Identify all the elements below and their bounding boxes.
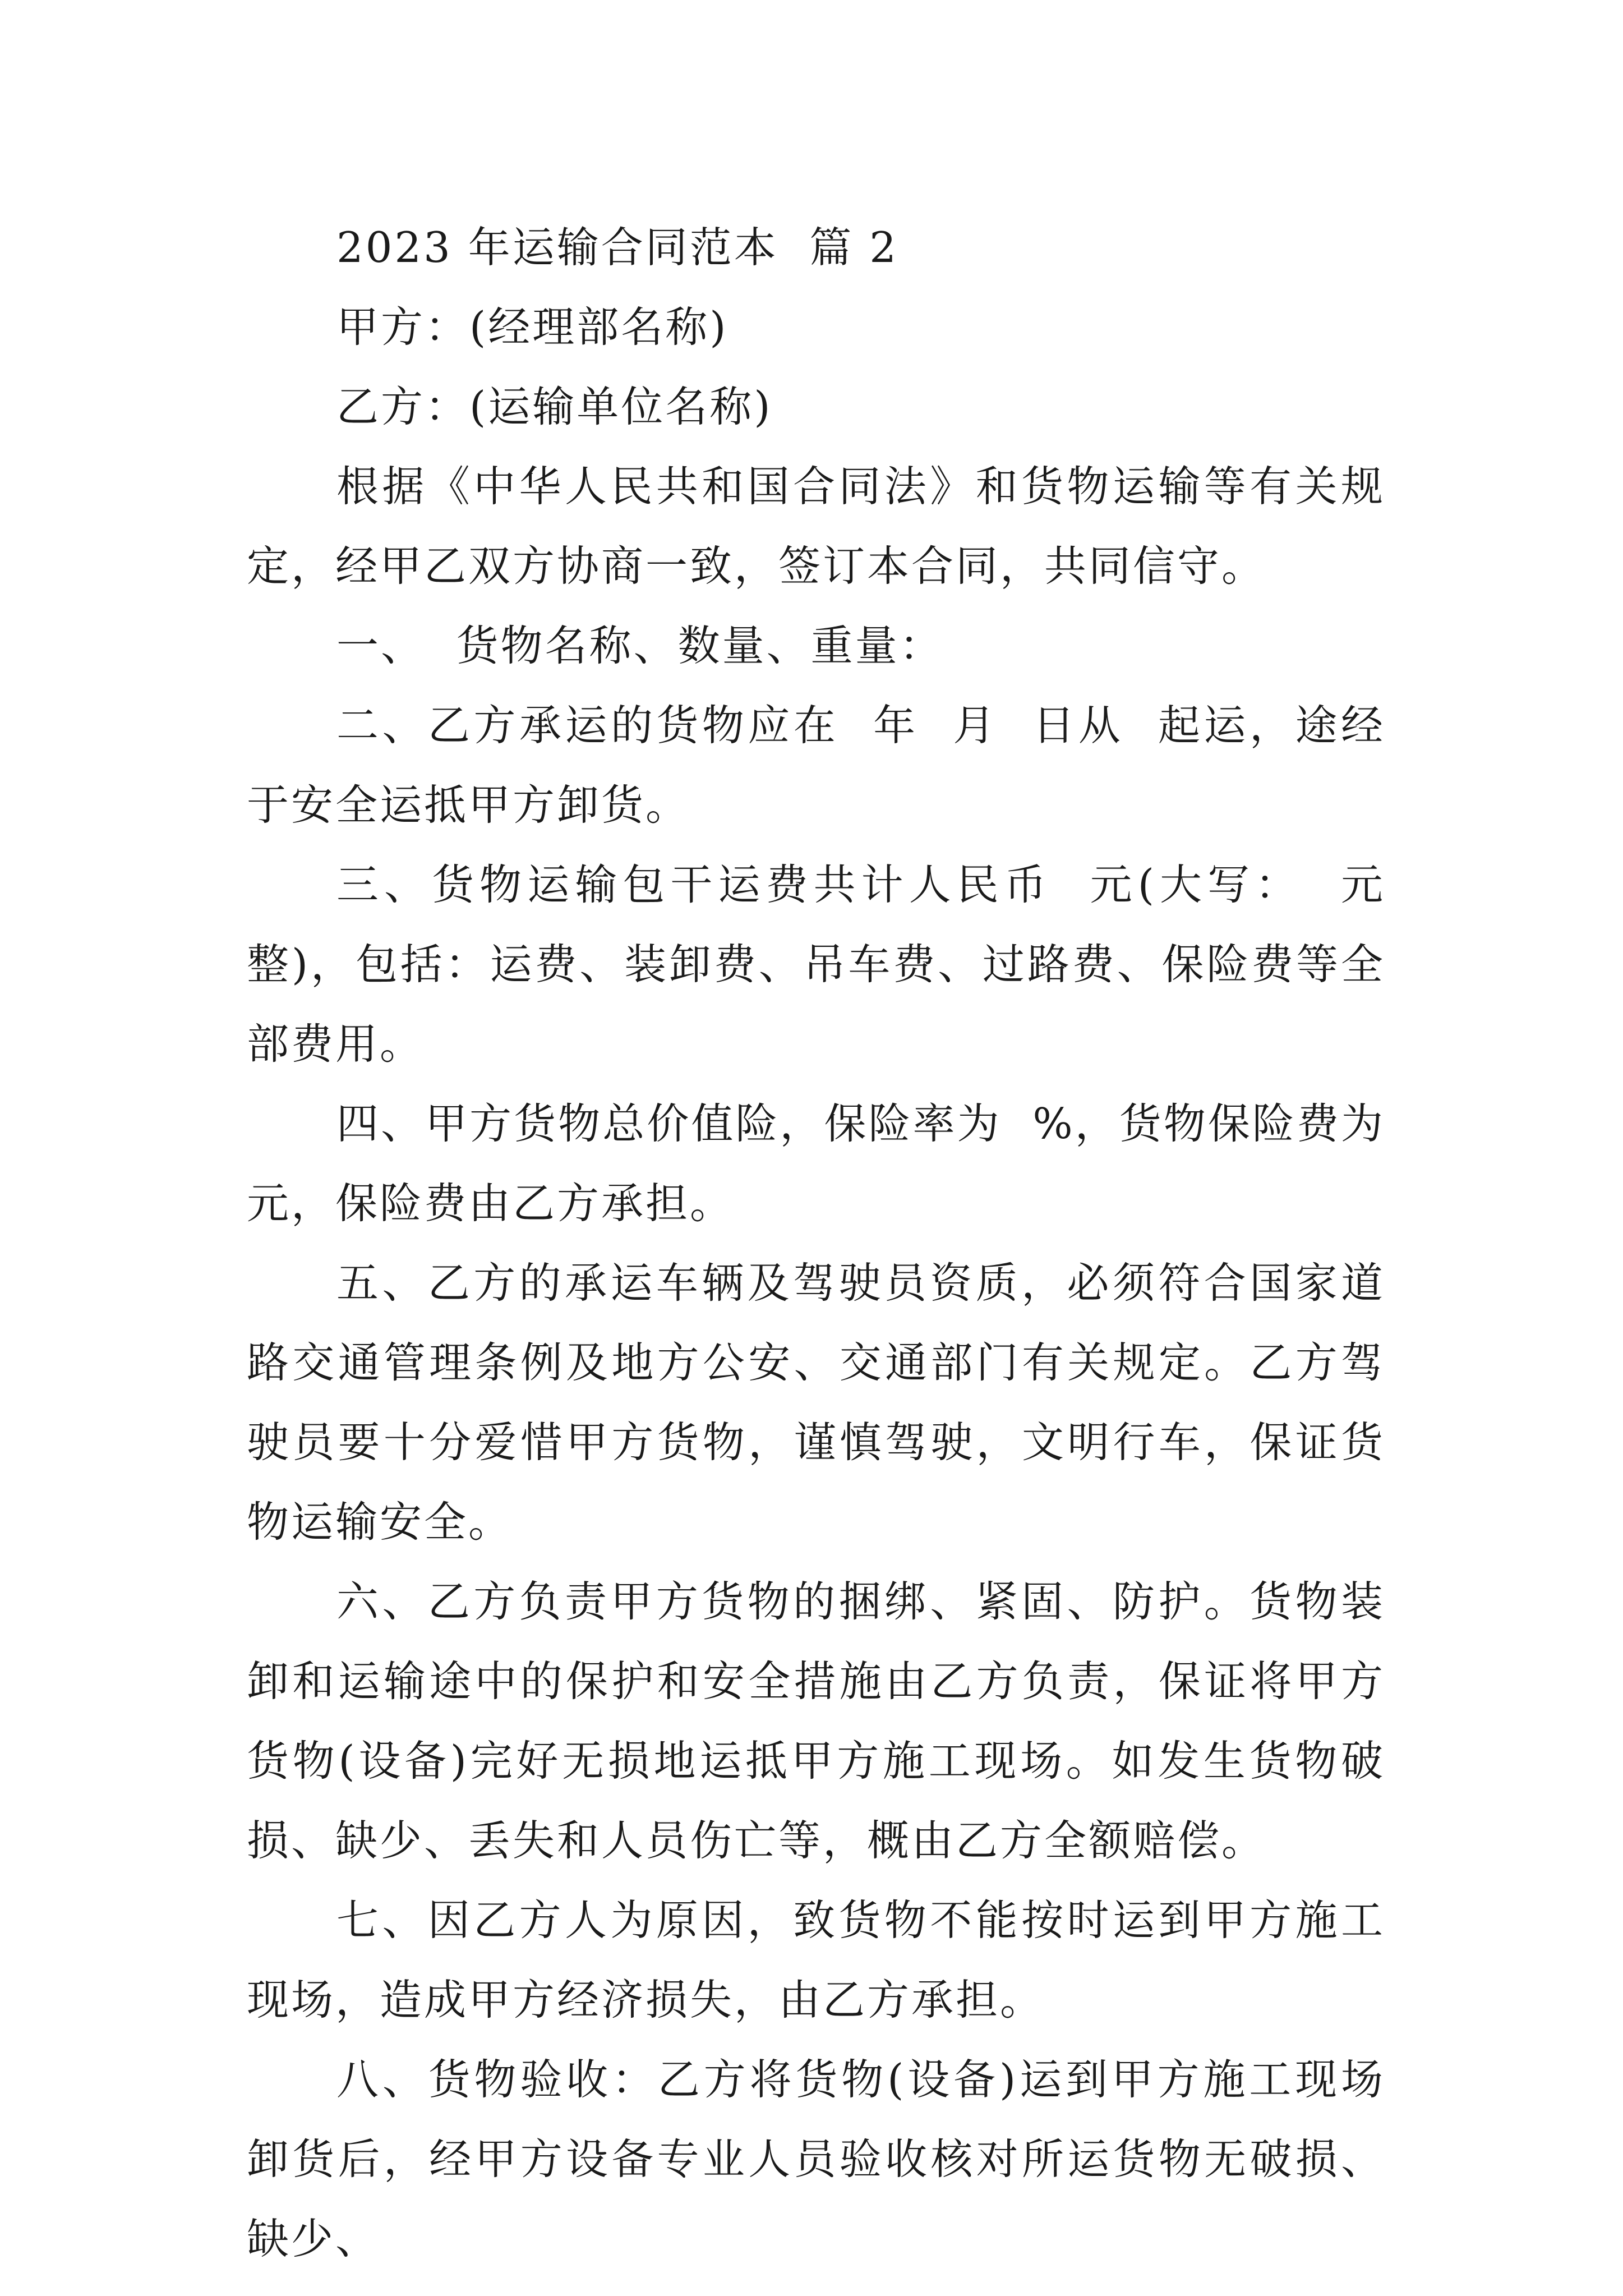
preamble-paragraph: 根据《中华人民共和国合同法》和货物运输等有关规定，经甲乙双方协商一致，签订本合同，共同信守。 bbox=[247, 462, 1385, 591]
clause-1: 一、 货物名称、数量、重量： bbox=[336, 621, 944, 670]
clause-4: 四、甲方货物总价值险，保险率为 %，货物保险费为 元，保险费由乙方承担。 bbox=[247, 1099, 1417, 1228]
clause-2: 二、乙方承运的货物应在 年 月 日从 起运，途经于安全运抵甲方卸货。 bbox=[247, 701, 1385, 830]
clause-3: 三、货物运输包干运费共计人民币 元(大写： 元整)，包括：运费、装卸费、吊车费、过路费、保险费等全部费用。 bbox=[247, 860, 1385, 1069]
party-a-line: 甲方：(经理部名称) bbox=[336, 302, 728, 352]
clause-7: 七、因乙方人为原因，致货物不能按时运到甲方施工现场，造成甲方经济损失，由乙方承担。 bbox=[247, 1895, 1385, 2024]
party-b-line: 乙方：(运输单位名称) bbox=[336, 382, 773, 431]
clause-6: 六、乙方负责甲方货物的捆绑、紧固、防护。货物装卸和运输途中的保护和安全措施由乙方负责，保证将甲方货物(设备)完好无损地运抵甲方施工现场。如发生货物破损、缺少、丢失和人员伤亡等，概由乙方全额赔偿。 bbox=[247, 1577, 1385, 1865]
document-body bbox=[247, 208, 1417, 2279]
document-title: 2023 年运输合同范本 篇 2 bbox=[336, 223, 898, 272]
clause-8: 八、货物验收：乙方将货物(设备)运到甲方施工现场卸货后，经甲方设备专业人员验收核对所运货物无破损、缺少、 bbox=[247, 2055, 1385, 2263]
clause-5: 五、乙方的承运车辆及驾驶员资质，必须符合国家道路交通管理条例及地方公安、交通部门有关规定。乙方驾驶员要十分爱惜甲方货物，谨慎驾驶，文明行车，保证货物运输安全。 bbox=[247, 1258, 1385, 1547]
